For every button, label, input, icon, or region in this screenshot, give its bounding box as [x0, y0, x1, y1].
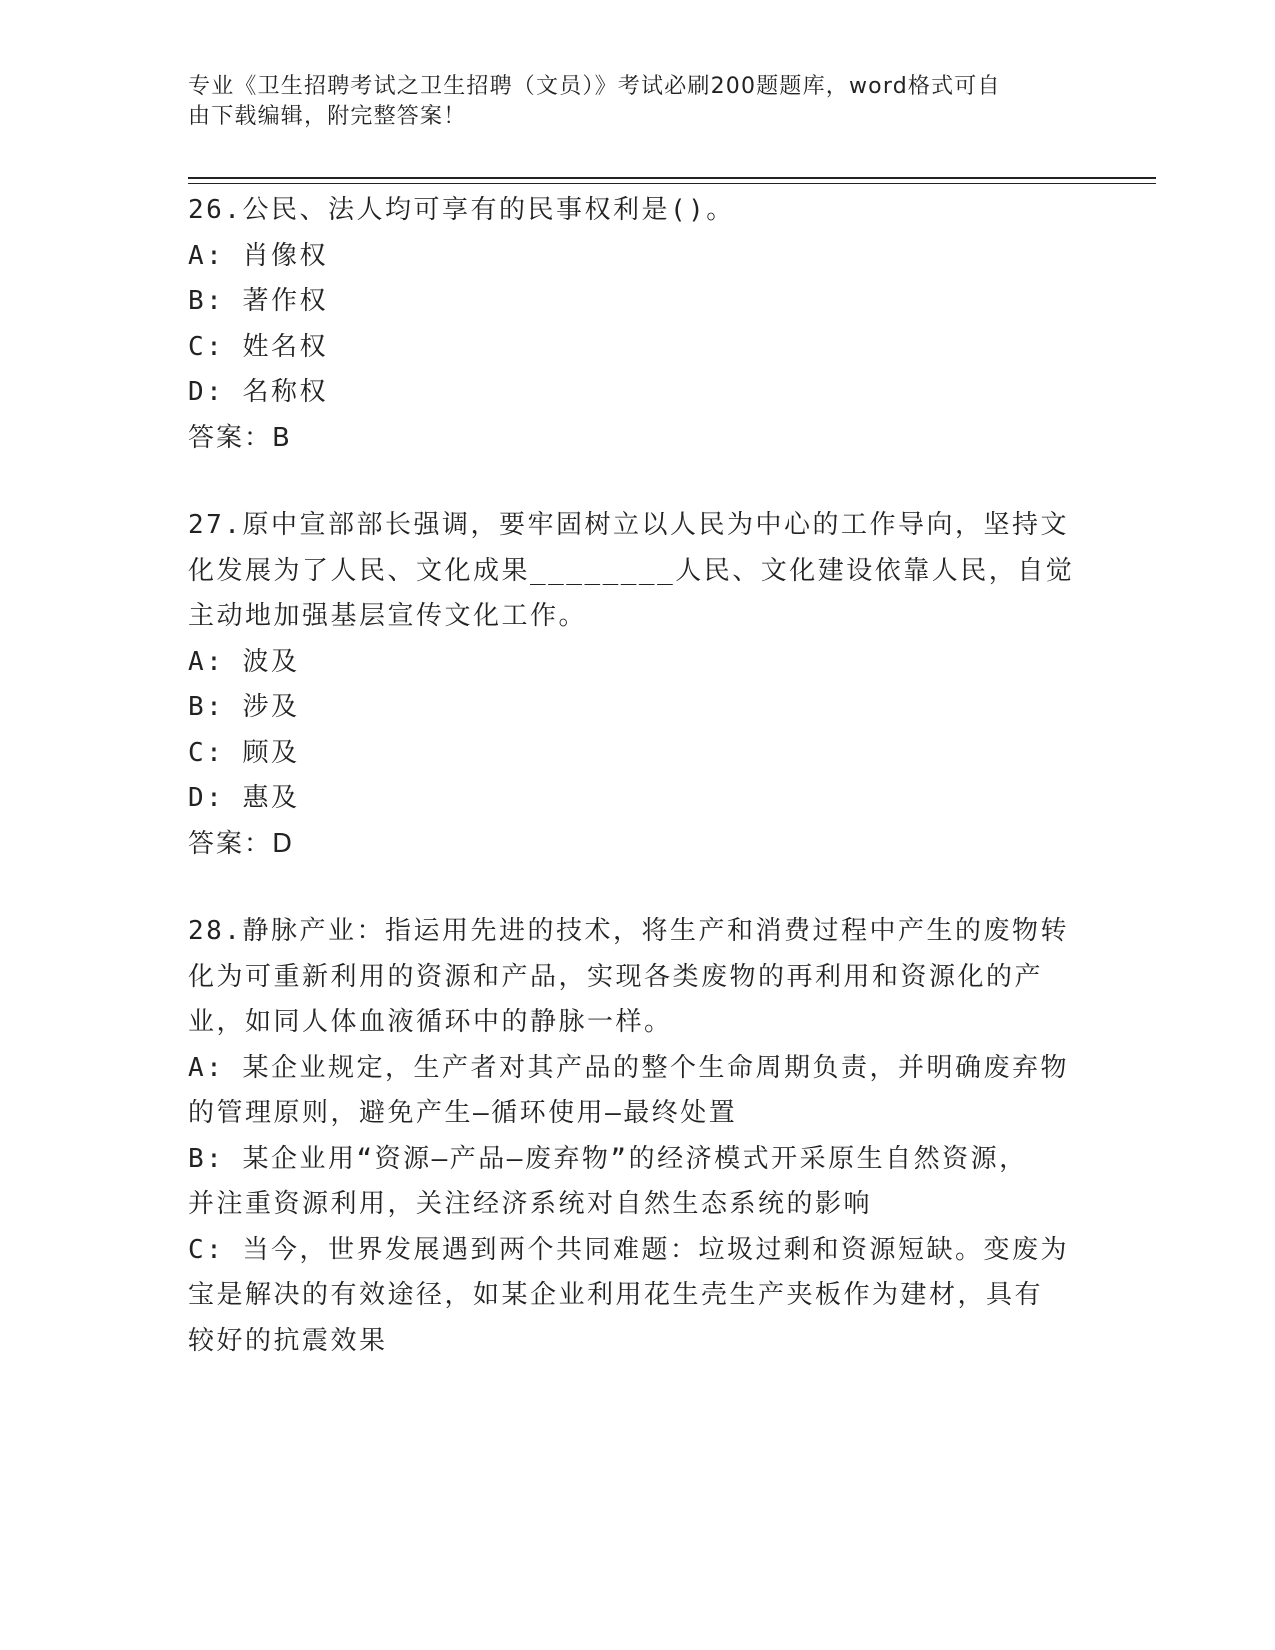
option-a-line-2: 的管理原则，避免产生—循环使用—最终处置 [188, 1098, 738, 1128]
question-stem-line-3: 业，如同人体血液循环中的静脉一样。 [188, 1007, 673, 1037]
option-b: B: 著作权 [188, 286, 328, 316]
option-a: A: 肖像权 [188, 240, 328, 271]
header-line-1: 专业《卫生招聘考试之卫生招聘（文员）》考试必刷200题题库，word格式可自 [188, 74, 1001, 99]
option-a-line-1: A: 某企业规定，生产者对其产品的整个生命周期负责，并明确废弃物 [188, 1052, 1069, 1083]
question-stem: 26.公民、法人均可享有的民事权利是()。 [188, 195, 735, 225]
option-c-line-1: C: 当今，世界发展遇到两个共同难题：垃圾过剩和资源短缺。变废为 [188, 1234, 1069, 1265]
option-b: B: 涉及 [188, 692, 300, 722]
option-c-line-2: 宝是解决的有效途径，如某企业利用花生壳生产夹板作为建材，具有 [188, 1280, 1044, 1310]
document-header [188, 72, 1088, 132]
option-b-line-1: B: 某企业用“资源—产品—废弃物”的经济模式开采原生自然资源， [188, 1143, 1028, 1174]
question-stem-line-1: 27.原中宣部部长强调，要牢固树立以人民为中心的工作导向，坚持文 [188, 510, 1069, 540]
question-28 [188, 909, 1088, 1364]
option-c-line-3: 较好的抗震效果 [188, 1325, 388, 1356]
header-line-2: 由下载编辑，附完整答案！ [188, 104, 467, 129]
question-stem-line-1: 28.静脉产业：指运用先进的技术，将生产和消费过程中产生的废物转 [188, 916, 1069, 946]
option-b-line-2: 并注重资源利用，关注经济系统对自然生态系统的影响 [188, 1189, 873, 1219]
header-divider-thick [188, 177, 1156, 179]
option-d: D: 名称权 [188, 377, 328, 407]
question-stem-line-2: 化为可重新利用的资源和产品，实现各类废物的再利用和资源化的产 [188, 961, 1044, 992]
option-a: A: 波及 [188, 646, 300, 677]
question-stem-line-3: 主动地加强基层宣传文化工作。 [188, 601, 588, 631]
answer-label: 答案：D [188, 828, 295, 859]
option-c: C: 顾及 [188, 737, 300, 768]
option-c: C: 姓名权 [188, 331, 328, 362]
option-d: D: 惠及 [188, 783, 300, 813]
question-list [188, 188, 1088, 1406]
question-27 [188, 503, 1088, 867]
header-divider-thin [188, 183, 1156, 184]
question-stem-line-2: 化发展为了人民、文化成果________人民、文化建设依靠人民，自觉 [188, 555, 1075, 586]
question-26 [188, 188, 1088, 461]
answer-label: 答案：B [188, 422, 292, 453]
